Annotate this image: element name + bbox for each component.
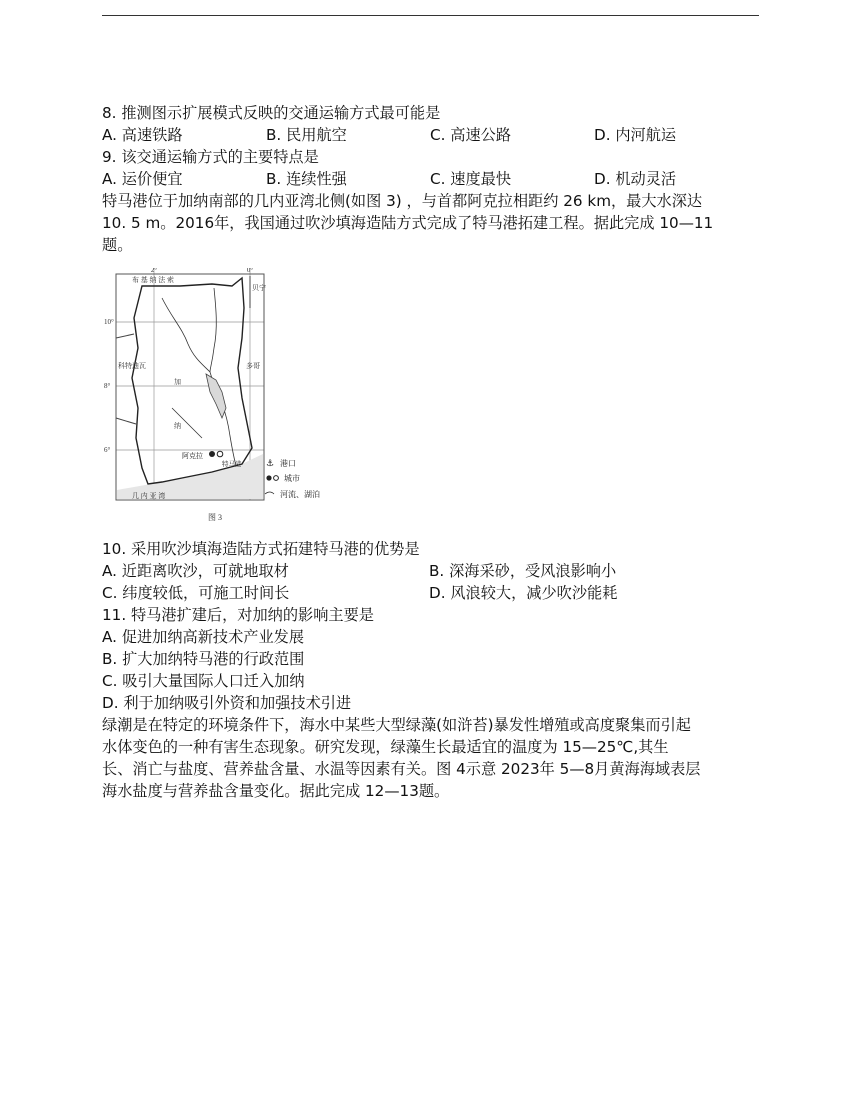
q9-options [102, 168, 762, 190]
map-legend [265, 458, 320, 499]
q8-option-a: A. 高速铁路 [102, 126, 183, 144]
label-cote-divoire: 科特迪瓦 [118, 362, 146, 370]
q9-option-a: A. 运价便宜 [102, 170, 183, 188]
label-accra: 阿克拉 [182, 452, 203, 460]
q11-option-d: D. 利于加纳吸引外资和加强技术引进 [102, 694, 352, 712]
rivers [162, 288, 236, 466]
q10-option-d: D. 风浪较大，减少吹沙能耗 [429, 584, 618, 602]
city-icon [274, 476, 279, 481]
lon-label-2: 2° [150, 268, 158, 274]
label-gulf-of-guinea: 几 内 亚 湾 [132, 492, 166, 500]
q10-options-row-2 [102, 582, 762, 604]
label-ghana-2: 纳 [174, 422, 181, 430]
q11-option-c: C. 吸引大量国际人口迁入加纳 [102, 672, 305, 690]
legend-river-lake: 河流、湖泊 [280, 490, 320, 499]
lake-volta [206, 374, 226, 418]
q9-option-b: B. 连续性强 [266, 170, 347, 188]
q8-stem: 8. 推测图示扩展模式反映的交通运输方式最可能是 [102, 104, 441, 122]
tema-dot [217, 451, 223, 457]
q8-option-d: D. 内河航运 [594, 126, 677, 144]
q10-option-a: A. 近距离吹沙，可就地取材 [102, 562, 289, 580]
label-burkina-faso: 布 基 纳 法 索 [132, 276, 174, 284]
q8-option-b: B. 民用航空 [266, 126, 347, 144]
ghana-map [102, 268, 352, 528]
lat-label-8: 8° [104, 382, 111, 390]
q10-option-b: B. 深海采砂，受风浪影响小 [429, 562, 617, 580]
q11-option-a: A. 促进加纳高新技术产业发展 [102, 628, 305, 646]
lon-label-0: 0° [246, 268, 254, 274]
ivory-coast-border [116, 334, 136, 424]
lat-label-6: 6° [104, 446, 111, 454]
port-icon: ⚓ [266, 459, 275, 469]
q10-option-c: C. 纬度较低，可施工时间长 [102, 584, 290, 602]
intro-12-13-line-2: 水体变色的一种有害生态现象。研究发现，绿藻生长最适宜的温度为 15—25℃,其生 [102, 738, 669, 756]
label-tema: 特马港 [222, 461, 242, 468]
exam-content [102, 102, 762, 802]
label-benin: 贝宁 [252, 284, 266, 292]
q8-option-c: C. 高速公路 [430, 126, 512, 144]
river-icon [265, 492, 274, 494]
accra-dot [209, 451, 215, 457]
lat-label-10: 10° [104, 318, 114, 326]
q8-options [102, 124, 762, 146]
q11-option-b: B. 扩大加纳特马港的行政范围 [102, 650, 305, 668]
intro-10-11-line-3: 题。 [102, 236, 133, 254]
q9-stem: 9. 该交通运输方式的主要特点是 [102, 148, 319, 166]
q9-option-c: C. 速度最快 [430, 170, 512, 188]
figure-caption: 图 3 [208, 513, 222, 522]
legend-port: 港口 [280, 459, 296, 468]
intro-10-11-line-1: 特马港位于加纳南部的几内亚湾北侧(如图 3) ，与首都阿克拉相距约 26 km，最大水深达 [102, 192, 703, 210]
intro-12-13-line-4: 海水盐度与营养盐含量变化。据此完成 12—13题。 [102, 782, 450, 800]
label-togo: 多哥 [246, 362, 260, 370]
intro-12-13-line-1: 绿潮是在特定的环境条件下，海水中某些大型绿藻(如浒苔)暴发性增殖或高度聚集而引起 [102, 716, 691, 734]
intro-12-13-line-3: 长、消亡与盐度、营养盐含量、水温等因素有关。图 4示意 2023年 5—8月黄海海域表层 [102, 760, 701, 778]
legend-city: 城市 [284, 474, 300, 483]
q10-stem: 10. 采用吹沙填海造陆方式拓建特马港的优势是 [102, 540, 420, 558]
intro-10-11-line-2: 10. 5 m。2016年，我国通过吹沙填海造陆方式完成了特马港拓建工程。据此完成 10—11 [102, 214, 714, 232]
label-ghana-1: 加 [174, 378, 181, 386]
q10-options-row-1 [102, 560, 762, 582]
figure-3-map [102, 268, 352, 528]
header-rule [102, 15, 759, 16]
q9-option-d: D. 机动灵活 [594, 170, 677, 188]
q11-stem: 11. 特马港扩建后，对加纳的影响主要是 [102, 606, 374, 624]
capital-icon [266, 475, 271, 480]
